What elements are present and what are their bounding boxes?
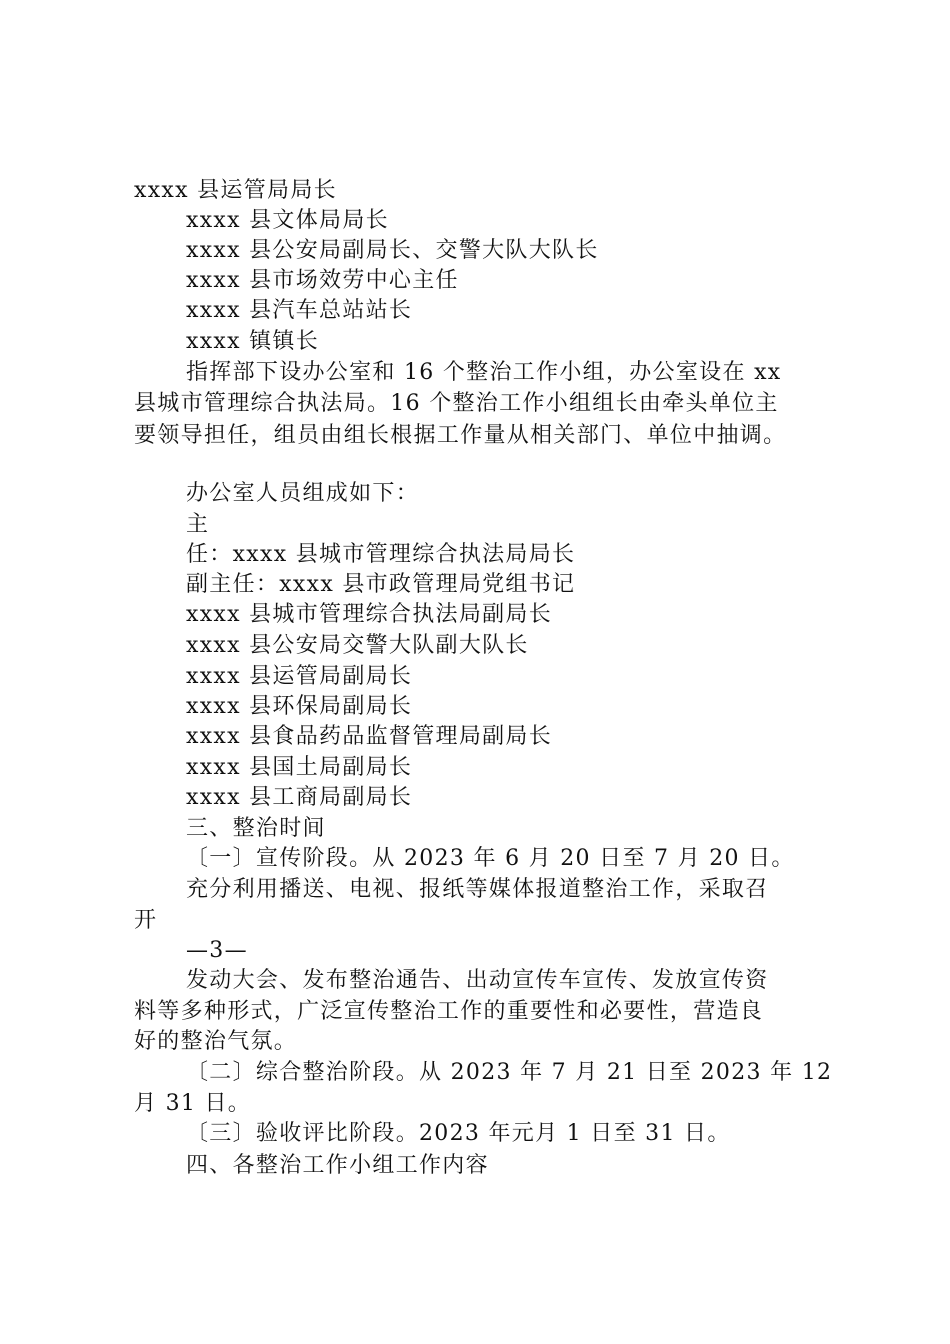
- text-line: 主: [186, 512, 210, 537]
- section-heading: 四、各整治工作小组工作内容: [186, 1153, 489, 1178]
- text-line: 〔一〕宣传阶段。从 2023 年 6 月 20 日至 7 月 20 日。: [186, 846, 795, 871]
- paragraph-line: 〔二〕综合整治阶段。从 2023 年 7 月 21 日至 2023 年 12: [186, 1060, 833, 1085]
- text-line: xxxx 县汽车总站站长: [186, 298, 413, 323]
- text-line: xxxx 县市场效劳中心主任: [186, 268, 459, 293]
- paragraph-line: 发动大会、发布整治通告、出动宣传车宣传、发放宣传资: [186, 968, 769, 993]
- text-line: 任：xxxx 县城市管理综合执法局局长: [186, 542, 576, 567]
- paragraph-line: 要领导担任，组员由组长根据工作量从相关部门、单位中抽调。: [134, 423, 787, 448]
- paragraph-line: 指挥部下设办公室和 16 个整治工作小组，办公室设在 xx: [186, 360, 782, 385]
- paragraph-line: 料等多种形式，广泛宣传整治工作的重要性和必要性，营造良: [134, 999, 764, 1024]
- text-line: 办公室人员组成如下：: [186, 481, 420, 506]
- text-line: xxxx 县工商局副局长: [186, 785, 413, 810]
- paragraph-line: 月 31 日。: [134, 1091, 252, 1116]
- section-heading: 三、整治时间: [186, 816, 326, 841]
- text-line: xxxx 县公安局副局长、交警大队大队长: [186, 238, 599, 263]
- text-line: xxxx 县环保局副局长: [186, 694, 413, 719]
- paragraph-line: 好的整治气氛。: [134, 1029, 298, 1054]
- text-line: xxxx 镇镇长: [186, 329, 320, 354]
- page-number: —3—: [186, 938, 248, 963]
- paragraph-line: 县城市管理综合执法局。16 个整治工作小组组长由牵头单位主: [134, 391, 779, 416]
- text-line: xxxx 县文体局局长: [186, 208, 389, 233]
- text-line: xxxx 县食品药品监督管理局副局长: [186, 724, 553, 749]
- paragraph-line: 充分利用播送、电视、报纸等媒体报道整治工作，采取召: [186, 877, 769, 902]
- text-line: 副主任：xxxx 县市政管理局党组书记: [186, 572, 576, 597]
- text-line: 〔三〕验收评比阶段。2023 年元月 1 日至 31 日。: [186, 1121, 731, 1146]
- text-line: xxxx 县运管局副局长: [186, 664, 413, 689]
- text-line: xxxx 县国土局副局长: [186, 755, 413, 780]
- text-line: xxxx 县公安局交警大队副大队长: [186, 633, 529, 658]
- text-line: xxxx 县城市管理综合执法局副局长: [186, 602, 553, 627]
- paragraph-line: 开: [134, 908, 158, 933]
- text-line: xxxx 县运管局局长: [134, 178, 337, 203]
